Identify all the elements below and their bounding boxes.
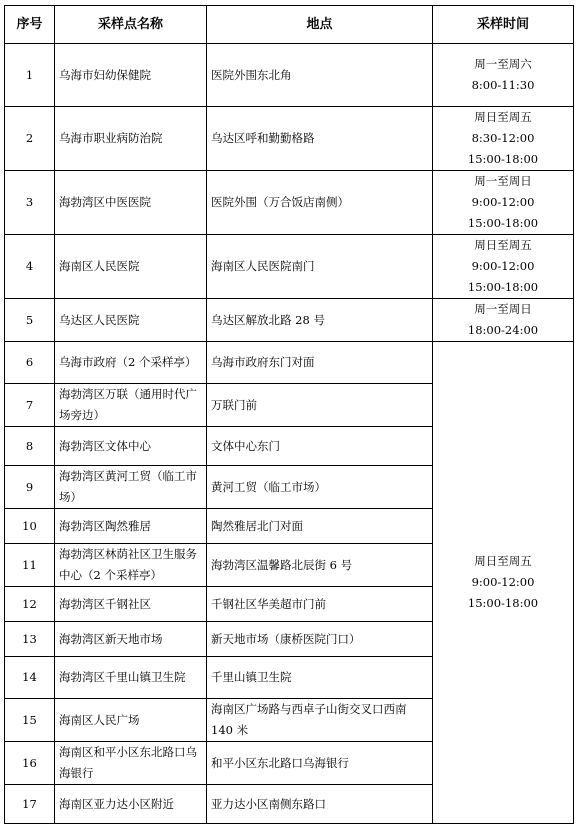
site-location: 亚力达小区南侧东路口 xyxy=(207,785,433,824)
site-name: 乌海市职业病防治院 xyxy=(55,107,207,171)
site-location: 陶然雅居北门对面 xyxy=(207,509,433,544)
site-location: 乌达区呼和勤勤格路 xyxy=(207,107,433,171)
site-name: 海勃湾区万联（通用时代广场旁边） xyxy=(55,384,207,427)
time-line: 15:00-18:00 xyxy=(467,280,539,294)
sampling-time xyxy=(433,44,574,107)
row-number: 4 xyxy=(5,235,55,299)
sampling-time xyxy=(433,299,574,342)
row-number: 15 xyxy=(5,699,55,742)
time-line: 周一至周六 xyxy=(474,57,532,71)
site-location: 海勃湾区温馨路北辰街 6 号 xyxy=(207,544,433,587)
site-name: 乌海市政府（2 个采样亭） xyxy=(55,342,207,384)
row-number: 2 xyxy=(5,107,55,171)
site-name: 乌达区人民医院 xyxy=(55,299,207,342)
time-line: 15:00-18:00 xyxy=(467,152,539,166)
site-location: 千钢社区华美超市门前 xyxy=(207,587,433,622)
row-number: 7 xyxy=(5,384,55,427)
site-name: 海南区亚力达小区附近 xyxy=(55,785,207,824)
row-number: 5 xyxy=(5,299,55,342)
site-location: 千里山镇卫生院 xyxy=(207,657,433,699)
row-number: 10 xyxy=(5,509,55,544)
site-location: 医院外围东北角 xyxy=(207,44,433,107)
site-location: 新天地市场（康桥医院门口） xyxy=(207,622,433,657)
time-line: 8:00-11:30 xyxy=(471,78,535,92)
site-location: 乌达区解放北路 28 号 xyxy=(207,299,433,342)
table-row xyxy=(5,44,574,107)
time-line: 周日至周五 xyxy=(474,554,532,568)
row-number: 16 xyxy=(5,742,55,785)
row-number: 11 xyxy=(5,544,55,587)
site-location: 万联门前 xyxy=(207,384,433,427)
row-number: 12 xyxy=(5,587,55,622)
row-number: 3 xyxy=(5,171,55,235)
table-header-row xyxy=(5,6,574,44)
site-name: 海勃湾区黄河工贸（临工市场） xyxy=(55,466,207,509)
site-name: 海南区人民广场 xyxy=(55,699,207,742)
row-number: 6 xyxy=(5,342,55,384)
time-line: 9:00-12:00 xyxy=(471,259,535,273)
site-name: 海勃湾区中医医院 xyxy=(55,171,207,235)
time-line: 15:00-18:00 xyxy=(467,216,539,230)
row-number: 8 xyxy=(5,427,55,466)
sampling-time xyxy=(433,235,574,299)
time-line: 周一至周日 xyxy=(474,302,532,316)
site-name: 海勃湾区新天地市场 xyxy=(55,622,207,657)
time-line: 9:00-12:00 xyxy=(471,575,535,589)
site-name: 海勃湾区陶然雅居 xyxy=(55,509,207,544)
sampling-sites-table xyxy=(4,5,574,824)
row-number: 13 xyxy=(5,622,55,657)
sampling-time xyxy=(433,107,574,171)
table-body xyxy=(5,44,574,824)
site-location: 医院外围（万合饭店南侧） xyxy=(207,171,433,235)
time-line: 15:00-18:00 xyxy=(467,596,539,610)
time-line: 周一至周日 xyxy=(474,174,532,188)
table-row xyxy=(5,342,574,384)
site-location: 黄河工贸（临工市场） xyxy=(207,466,433,509)
site-location: 乌海市政府东门对面 xyxy=(207,342,433,384)
header-num: 序号 xyxy=(5,6,55,44)
time-line: 8:30-12:00 xyxy=(471,131,535,145)
header-time: 采样时间 xyxy=(433,6,574,44)
row-number: 14 xyxy=(5,657,55,699)
site-name: 海南区人民医院 xyxy=(55,235,207,299)
header-name: 采样点名称 xyxy=(55,6,207,44)
site-location: 文体中心东门 xyxy=(207,427,433,466)
table-row xyxy=(5,171,574,235)
site-name: 海南区和平小区东北路口乌海银行 xyxy=(55,742,207,785)
sampling-time xyxy=(433,171,574,235)
shared-sampling-time xyxy=(433,342,574,824)
time-line: 9:00-12:00 xyxy=(471,195,535,209)
table-row xyxy=(5,235,574,299)
site-name: 海勃湾区千钢社区 xyxy=(55,587,207,622)
site-location: 海南区人民医院南门 xyxy=(207,235,433,299)
time-line: 18:00-24:00 xyxy=(467,323,539,337)
time-line: 周日至周五 xyxy=(474,110,532,124)
time-line: 周日至周五 xyxy=(474,238,532,252)
site-location: 海南区广场路与西卓子山街交叉口西南 140 米 xyxy=(207,699,433,742)
row-number: 17 xyxy=(5,785,55,824)
site-name: 海勃湾区千里山镇卫生院 xyxy=(55,657,207,699)
row-number: 1 xyxy=(5,44,55,107)
site-location: 和平小区东北路口乌海银行 xyxy=(207,742,433,785)
site-name: 乌海市妇幼保健院 xyxy=(55,44,207,107)
table-row xyxy=(5,107,574,171)
row-number: 9 xyxy=(5,466,55,509)
site-name: 海勃湾区林荫社区卫生服务中心（2 个采样亭） xyxy=(55,544,207,587)
header-location: 地点 xyxy=(207,6,433,44)
site-name: 海勃湾区文体中心 xyxy=(55,427,207,466)
table-row xyxy=(5,299,574,342)
